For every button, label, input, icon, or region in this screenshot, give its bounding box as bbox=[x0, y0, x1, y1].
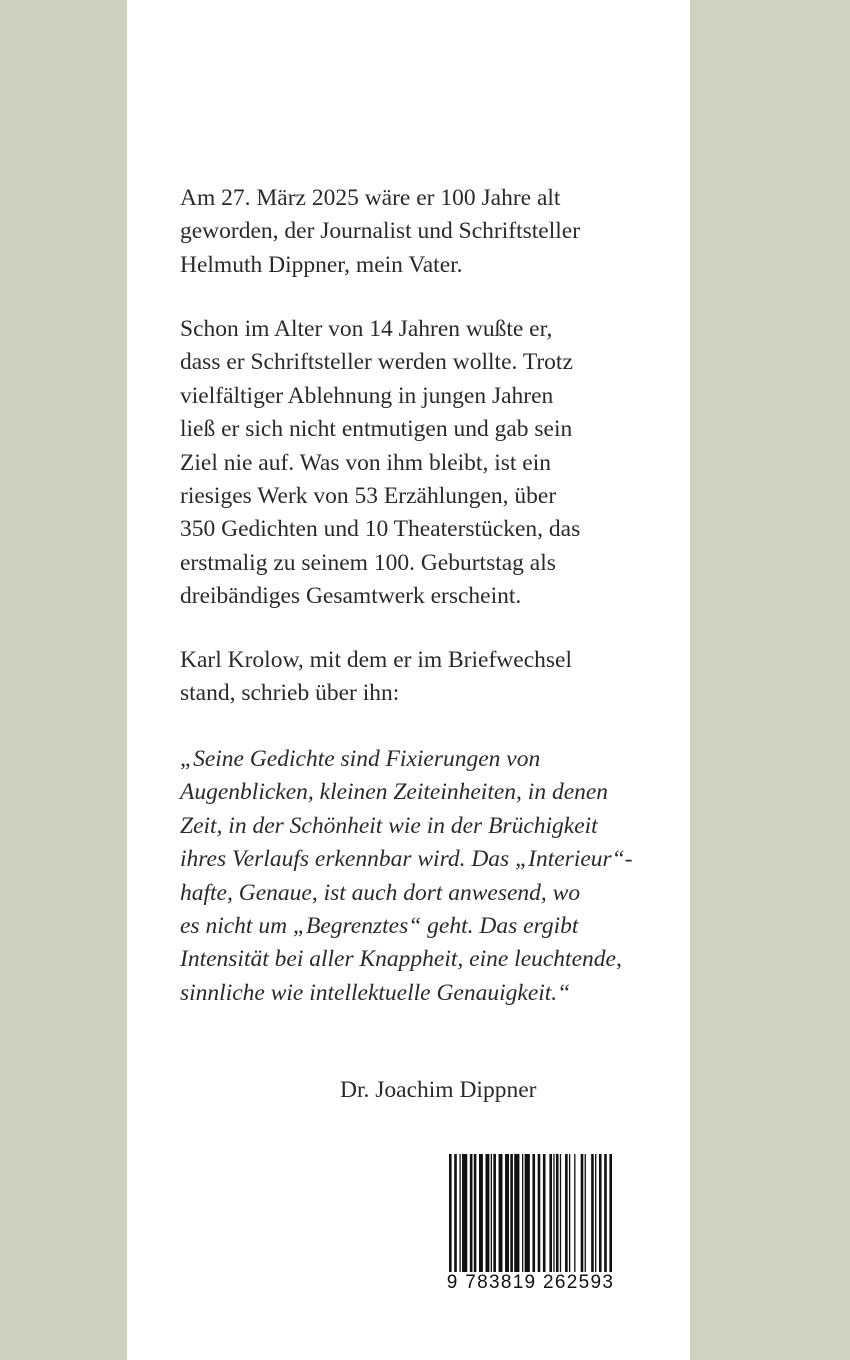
barcode-bar bbox=[604, 1154, 607, 1272]
quote-line: Zeit, in der Schönheit wie in der Brüchigkeit bbox=[180, 812, 598, 839]
quote-line: hafte, Genaue, ist auch dort anwesend, wo bbox=[180, 879, 581, 906]
quote-line: „Seine Gedichte sind Fixierungen von bbox=[180, 746, 541, 772]
text-line: Schon im Alter von 14 Jahren wußte er, bbox=[180, 316, 553, 342]
barcode-bar bbox=[560, 1154, 561, 1272]
text-line: 350 Gedichten und 10 Theaterstücken, das bbox=[180, 516, 581, 543]
barcode-bar bbox=[479, 1154, 483, 1272]
barcode-bar bbox=[474, 1154, 477, 1272]
quote-line: sinnliche wie intellektuelle Genauigkeit.“ bbox=[180, 979, 571, 1006]
quote-line: es nicht um „Begrenztes“ geht. Das ergibt bbox=[180, 913, 579, 940]
barcode-bar bbox=[493, 1154, 496, 1272]
barcode-bar bbox=[470, 1154, 473, 1272]
text-line: Helmuth Dippner, mein Vater. bbox=[180, 251, 463, 278]
cover-left-margin bbox=[0, 0, 127, 1360]
barcode-bar bbox=[553, 1154, 554, 1272]
barcode-bar bbox=[522, 1154, 523, 1272]
barcode-bar bbox=[486, 1154, 490, 1272]
barcode-bar bbox=[532, 1154, 535, 1272]
text-line: riesiges Werk von 53 Erzählungen, über bbox=[180, 483, 557, 510]
text-line: geworden, der Journalist und Schriftsteller bbox=[180, 218, 581, 245]
isbn-barcode bbox=[441, 1148, 620, 1304]
barcode-bar bbox=[462, 1154, 467, 1272]
barcode-bar bbox=[538, 1154, 541, 1272]
quote-line: Intensität bei aller Knappheit, eine leuchtende, bbox=[180, 946, 622, 973]
text-line: Ziel nie auf. Was von ihm bleibt, ist ein bbox=[180, 449, 551, 476]
text-line: stand, schrieb über ihn: bbox=[180, 680, 400, 707]
text-line: vielfältiger Ablehnung in jungen Jahren bbox=[180, 382, 554, 409]
krolow-quote bbox=[180, 743, 665, 1010]
isbn-number: 9 783819 262593 bbox=[446, 1272, 615, 1293]
barcode-bar bbox=[595, 1154, 596, 1272]
barcode-bar bbox=[574, 1154, 575, 1272]
barcode-bar bbox=[599, 1154, 602, 1272]
intro-paragraph bbox=[180, 182, 660, 282]
barcode-bar bbox=[454, 1154, 457, 1272]
text-line: Karl Krolow, mit dem er im Briefwechsel bbox=[180, 647, 572, 673]
barcode-bar bbox=[565, 1154, 568, 1272]
barcode-bar bbox=[543, 1154, 546, 1272]
barcode-bar bbox=[449, 1154, 452, 1272]
barcode-bars bbox=[449, 1154, 612, 1272]
barcode-bar bbox=[569, 1154, 570, 1272]
barcode-bar bbox=[556, 1154, 559, 1272]
signature: Dr. Joachim Dippner bbox=[340, 1077, 537, 1103]
text-line: dass er Schriftsteller werden wollte. Trotz bbox=[180, 349, 573, 376]
barcode-bar bbox=[585, 1154, 586, 1272]
quote-line: Augenblicken, kleinen Zeiteinheiten, in denen bbox=[180, 779, 609, 806]
barcode-bar bbox=[499, 1154, 503, 1272]
text-line: Am 27. März 2025 wäre er 100 Jahre alt bbox=[180, 185, 561, 211]
barcode-bar bbox=[514, 1154, 519, 1272]
biography-paragraph bbox=[180, 313, 660, 614]
barcode-bar bbox=[609, 1154, 612, 1272]
barcode-bar bbox=[459, 1154, 460, 1272]
krolow-intro-paragraph bbox=[180, 644, 660, 711]
text-line: ließ er sich nicht entmutigen und gab sein bbox=[180, 416, 573, 443]
barcode-bar bbox=[505, 1154, 509, 1272]
barcode-bar bbox=[549, 1154, 552, 1272]
barcode-bar bbox=[591, 1154, 594, 1272]
barcode-bar bbox=[510, 1154, 513, 1272]
text-line: dreibändiges Gesamtwerk erscheint. bbox=[180, 583, 522, 610]
quote-line: ihres Verlaufs erkennbar wird. Das „Interieur“- bbox=[180, 846, 633, 873]
barcode-bar bbox=[581, 1154, 584, 1272]
cover-right-margin bbox=[690, 0, 850, 1360]
text-line: erstmalig zu seinem 100. Geburtstag als bbox=[180, 549, 556, 576]
barcode-bar bbox=[525, 1154, 530, 1272]
barcode-bar bbox=[491, 1154, 492, 1272]
